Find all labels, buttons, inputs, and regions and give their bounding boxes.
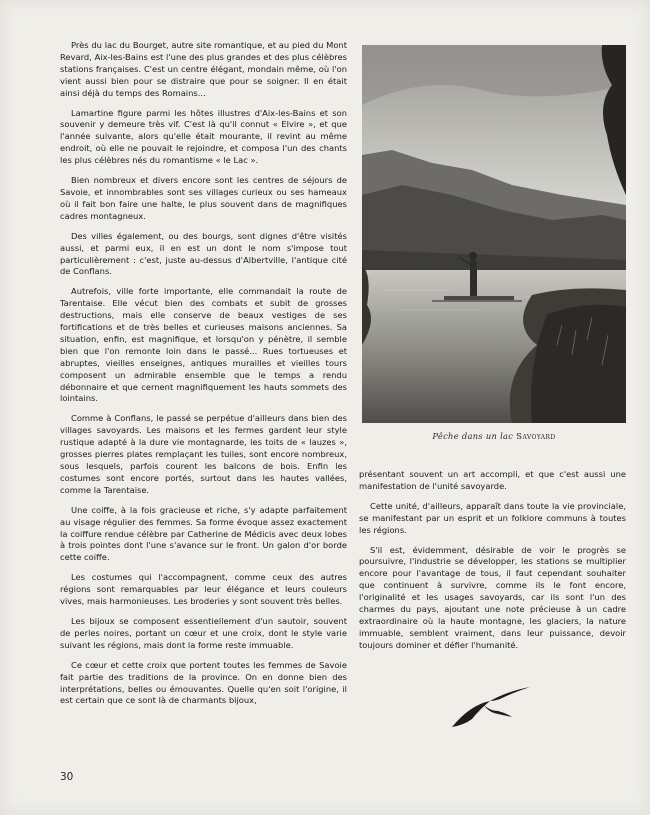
paragraph-coiffe: Une coiffe, à la fois gracieuse et riche, s'y adapte parfaitement au visage régulier des femmes. Sa forme évoque assez exactement la coiffure rendue célèbre par Catherine de Médicis avec deux lobes à trois pointes dont l'une s'avance sur le front. Un galon d'or borde cette coiffe. [60, 504, 347, 563]
caption-region: Savoyard [516, 432, 556, 442]
lake-fishing-photo [362, 45, 626, 423]
paragraph-bijoux: Les bijoux se composent essentiellement d'un sautoir, souvent de perles noires, portant un cœur et une croix, dont le style varie suivant les régions, mais dont la forme reste immuable. [60, 615, 347, 650]
left-text-column [60, 40, 347, 715]
paragraph-villages-savoyards: Comme à Conflans, le passé se perpétue d'ailleurs dans bien des villages savoyards. Les maisons et les fermes gardent leur style rustique adapté à la dure vie montagnarde, les toits de « lauzes », grosses pierres plates remplaçant les tuiles, sont encore nombreux, sous lesquels, parfois courent les balcons de bois. Enfin les costumes sont encore portés, surtout dans les hautes vallées, comme la Tarentaise. [60, 413, 347, 495]
page-number: 30 [60, 771, 74, 783]
paragraph-aix-les-bains: Près du lac du Bourget, autre site romantique, et au pied du Mont Revard, Aix-les-Bains est l'une des plus grandes et des plus célèbres stations françaises. C'est un centre élégant, mondain même, où l'on vient aussi bien pour se distraire que pour se soigner. Il en était ainsi déjà du temps des Romains... [60, 40, 347, 98]
paragraph-centres-sejours: Bien nombreux et divers encore sont les centres de séjours de Savoie, et innombrables sont ses villages curieux ou ses hameaux où il fait bon faire une halte, le plus souvent dans de magnifiques cadres montagneux. [60, 175, 347, 221]
paragraph-unite: Cette unité, d'ailleurs, apparaît dans toute la vie provinciale, se manifestant par un esprit et un folklore communs à toutes les régions. [359, 500, 626, 535]
swallow-ornament-icon [450, 683, 534, 733]
paragraph-lamartine: Lamartine figure parmi les hôtes illustres d'Aix-les-Bains et son souvenir y demeure très vif. C'est là qu'il connut « Elvire », et que l'année suivante, alors qu'elle était mourante, il revint au même endroit, où elle ne pouvait le rejoindre, et composa l'un des chants les plus célèbres nés du romantisme « le Lac ». [60, 107, 347, 166]
paragraph-costumes: Les costumes qui l'accompagnent, comme ceux des autres régions sont remarquables par leur élégance et leurs couleurs vives, mais harmonieuses. Les broderies y sont souvent très belles. [60, 572, 347, 607]
paragraph-villes-bourgs: Des villes également, ou des bourgs, sont dignes d'être visités aussi, et parmi eux, il en est un dont le nom s'impose tout particulièrement : c'est, juste au-dessus d'Albertville, l'antique cité de Conflans. [60, 230, 347, 277]
paragraph-art-accompli: présentant souvent un art accompli, et que c'est aussi une manifestation de l'unité savoyarde. [359, 469, 626, 491]
photo-caption [362, 431, 626, 442]
right-text-column [359, 469, 626, 660]
caption-text: Pêche dans un lac [432, 431, 514, 441]
paragraph-progres: S'il est, évidemment, désirable de voir le progrès se poursuivre, l'industrie se développer, les stations se multiplier encore pour l'avantage de tous, il faut cependant souhaiter que continuent à survivre, comme ils le font encore, l'originalité et les usages savoyards, car ils sont l'un des charmes du pays, ajoutant une note précieuse à un cadre extraordinaire où la haute montagne, les glaciers, la nature immuable, semblent vraiment, dans leur puissance, devoir toujours dominer et défier l'humanité. [359, 544, 626, 650]
paragraph-coeur-croix: Ce cœur et cette croix que portent toutes les femmes de Savoie fait partie des traditions de la province. On en donne bien des interprétations, belles ou émouvantes. Quelle qu'en soit l'origine, il est certain que ce sont là de charmants bijoux, [60, 659, 347, 706]
paragraph-conflans-history: Autrefois, ville forte importante, elle commandait la route de Tarentaise. Elle vécut bien des combats et subit de grosses destructions, mais elle conserve de beaux vestiges de ses fortifications et de très belles et curieuses maisons anciennes. Sa situation, enfin, est magnifique, et lorsqu'on y pénètre, il semble bien que l'on remonte loin dans le passé... Rues tortueuses et abruptes, vieilles enseignes, antiques murailles et vieilles tours composent un admirable ensemble que le temps a rendu débonnaire et que cernent magnifiquement les hauts sommets des lointains. [60, 286, 347, 404]
